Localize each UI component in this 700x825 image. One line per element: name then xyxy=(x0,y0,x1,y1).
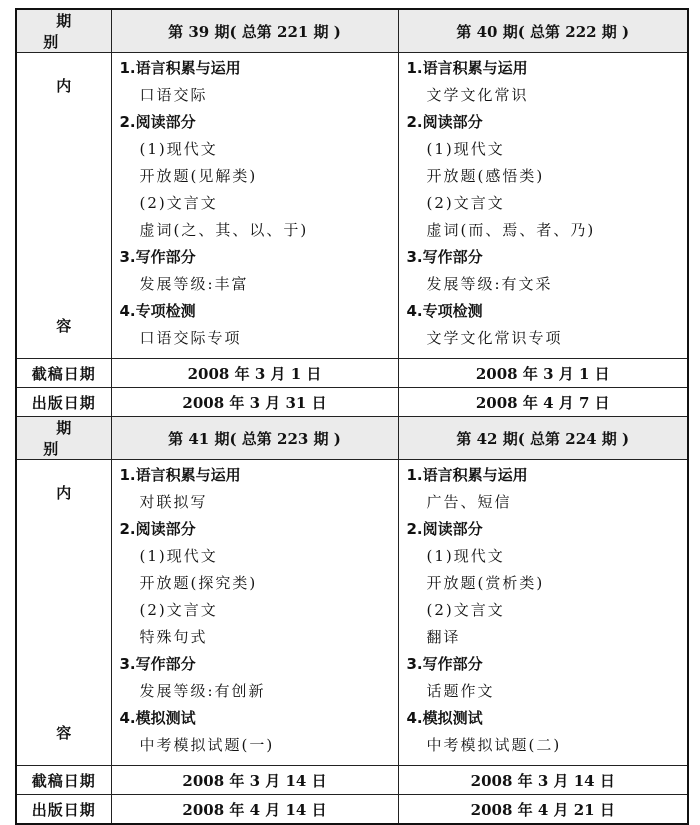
publish-cell xyxy=(111,388,398,417)
deadline-label: 截稿日期 xyxy=(31,771,96,790)
period-header-row xyxy=(16,417,688,460)
topic-item: (1)现代文 xyxy=(426,547,505,565)
section-heading: 4.模拟测试 xyxy=(119,709,196,727)
section-heading: 3.写作部分 xyxy=(406,655,483,673)
deadline-label: 截稿日期 xyxy=(31,364,96,383)
publish-cell xyxy=(111,795,398,825)
topic-item: 中考模拟试题(二) xyxy=(426,736,562,754)
section-heading: 4.模拟测试 xyxy=(406,709,483,727)
topic-item: 开放题(探究类) xyxy=(139,574,258,592)
issue-title: 第 39 期( 总第 221 期 ) xyxy=(168,22,341,41)
issue-title: 第 40 期( 总第 222 期 ) xyxy=(456,22,630,41)
topic-item: (2)文言文 xyxy=(426,194,505,212)
topic-item: (2)文言文 xyxy=(139,194,218,212)
issue-title: 第 42 期( 总第 224 期 ) xyxy=(456,429,630,448)
topic-item: 虚词(之、其、以、于) xyxy=(139,221,309,239)
issue-content-cell xyxy=(111,53,398,359)
issue-content-cell xyxy=(111,460,398,766)
deadline-cell xyxy=(111,766,398,795)
publish-value: 2008 年 3 月 31 日 xyxy=(182,393,327,412)
topic-item: 开放题(见解类) xyxy=(139,167,258,185)
period-label: 期别 xyxy=(43,419,98,458)
period-header-row xyxy=(16,9,688,53)
topic-item: 发展等级:有文采 xyxy=(426,275,553,293)
deadline-value: 2008 年 3 月 14 日 xyxy=(182,771,327,790)
section-heading: 4.专项检测 xyxy=(406,302,483,320)
topic-item: 发展等级:有创新 xyxy=(139,682,266,700)
issue-content-cell xyxy=(398,460,688,766)
topic-item: 中考模拟试题(一) xyxy=(139,736,275,754)
section-heading: 1.语言积累与运用 xyxy=(119,466,241,484)
content-row xyxy=(16,53,688,359)
deadline-value: 2008 年 3 月 1 日 xyxy=(475,364,610,383)
publish-label: 出版日期 xyxy=(31,393,96,412)
topic-item: 特殊句式 xyxy=(139,628,208,646)
deadline-label-cell xyxy=(16,359,111,388)
topic-item: (1)现代文 xyxy=(426,140,505,158)
topic-item: 话题作文 xyxy=(426,682,495,700)
issue-content-cell xyxy=(398,53,688,359)
section-heading: 1.语言积累与运用 xyxy=(119,59,241,77)
content-label-bottom: 容 xyxy=(56,724,72,742)
publish-row xyxy=(16,795,688,825)
content-label-top: 内 xyxy=(56,484,72,502)
topic-item: 发展等级:丰富 xyxy=(139,275,249,293)
section-heading: 2.阅读部分 xyxy=(406,113,483,131)
deadline-cell xyxy=(111,359,398,388)
topic-item: 虚词(而、焉、者、乃) xyxy=(426,221,596,239)
issue-schedule-body xyxy=(16,9,688,824)
publish-row xyxy=(16,388,688,417)
content-row xyxy=(16,460,688,766)
publish-value: 2008 年 4 月 14 日 xyxy=(182,800,327,819)
publish-label-cell xyxy=(16,795,111,825)
deadline-cell xyxy=(398,766,688,795)
issue-title-cell xyxy=(398,9,688,53)
content-label-bottom: 容 xyxy=(56,317,72,335)
issue-title: 第 41 期( 总第 223 期 ) xyxy=(168,429,341,448)
publish-value: 2008 年 4 月 7 日 xyxy=(475,393,610,412)
section-heading: 3.写作部分 xyxy=(406,248,483,266)
section-heading: 2.阅读部分 xyxy=(406,520,483,538)
deadline-row xyxy=(16,359,688,388)
deadline-row xyxy=(16,766,688,795)
issue-schedule-table xyxy=(15,8,689,825)
publish-label: 出版日期 xyxy=(31,800,96,819)
publish-cell xyxy=(398,795,688,825)
publish-value: 2008 年 4 月 21 日 xyxy=(470,800,615,819)
topic-item: (2)文言文 xyxy=(139,601,218,619)
section-heading: 2.阅读部分 xyxy=(119,113,196,131)
topic-item: 口语交际 xyxy=(139,86,208,104)
period-label-cell xyxy=(16,417,111,460)
topic-item: 开放题(赏析类) xyxy=(426,574,545,592)
content-label-top: 内 xyxy=(56,77,72,95)
section-heading: 1.语言积累与运用 xyxy=(406,59,528,77)
deadline-cell xyxy=(398,359,688,388)
issue-title-cell xyxy=(398,417,688,460)
topic-item: 开放题(感悟类) xyxy=(426,167,545,185)
publish-cell xyxy=(398,388,688,417)
section-heading: 4.专项检测 xyxy=(119,302,196,320)
section-heading: 3.写作部分 xyxy=(119,655,196,673)
period-label-cell xyxy=(16,9,111,53)
topic-item: 翻译 xyxy=(426,628,461,646)
content-label-cell xyxy=(16,460,111,766)
issue-title-cell xyxy=(111,9,398,53)
topic-item: 文学文化常识专项 xyxy=(426,329,563,347)
topic-item: 对联拟写 xyxy=(139,493,208,511)
content-label-cell xyxy=(16,53,111,359)
topic-item: (1)现代文 xyxy=(139,140,218,158)
topic-item: 广告、短信 xyxy=(426,493,512,511)
section-heading: 3.写作部分 xyxy=(119,248,196,266)
deadline-label-cell xyxy=(16,766,111,795)
period-label: 期别 xyxy=(43,12,98,51)
topic-item: 口语交际专项 xyxy=(139,329,242,347)
topic-item: (2)文言文 xyxy=(426,601,505,619)
issue-title-cell xyxy=(111,417,398,460)
publish-label-cell xyxy=(16,388,111,417)
deadline-value: 2008 年 3 月 14 日 xyxy=(470,771,615,790)
topic-item: (1)现代文 xyxy=(139,547,218,565)
section-heading: 2.阅读部分 xyxy=(119,520,196,538)
topic-item: 文学文化常识 xyxy=(426,86,529,104)
section-heading: 1.语言积累与运用 xyxy=(406,466,528,484)
deadline-value: 2008 年 3 月 1 日 xyxy=(187,364,322,383)
